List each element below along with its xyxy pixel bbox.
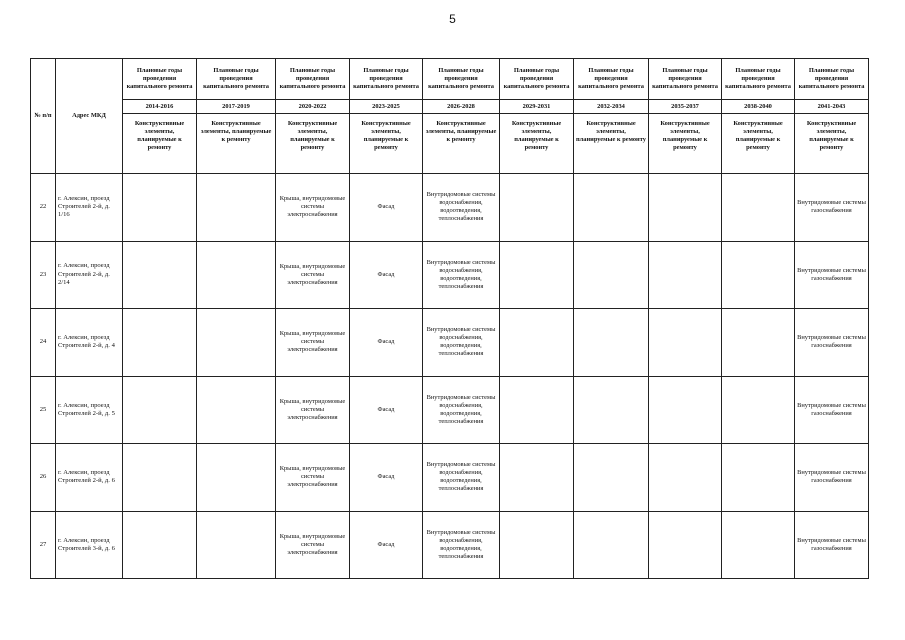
column-header-elements: Конструктивные элементы, планируемые к ремонту: [795, 114, 869, 174]
work-cell: [123, 174, 197, 242]
column-header-period-title: Плановые годы проведения капитального ремонта: [649, 59, 722, 100]
work-cell: Фасад: [350, 174, 423, 242]
work-cell: [123, 444, 197, 512]
work-cell: [649, 444, 722, 512]
work-cell: [500, 174, 574, 242]
column-header-period-title: Плановые годы проведения капитального ремонта: [500, 59, 574, 100]
column-header-period-title: Плановые годы проведения капитального ремонта: [423, 59, 500, 100]
row-address: г. Алексин, проезд Строителей 3-й, д. 6: [56, 511, 123, 579]
column-header-address: Адрес МКД: [56, 59, 123, 174]
work-cell: Крыша, внутридомовые системы электроснабжения: [276, 174, 350, 242]
work-cell: [500, 444, 574, 512]
work-cell: Крыша, внутридомовые системы электроснабжения: [276, 309, 350, 377]
work-cell: [197, 309, 276, 377]
column-header-years: 2017-2019: [197, 100, 276, 114]
column-header-number: № п/п: [31, 59, 56, 174]
table-row: [31, 444, 869, 512]
row-number: 23: [31, 241, 56, 309]
column-header-elements: Конструктивные элементы, планируемые к ремонту: [500, 114, 574, 174]
work-cell: Внутридомовые системы газоснабжения: [795, 241, 869, 309]
row-number: 27: [31, 511, 56, 579]
column-header-elements: Конструктивные элементы, планируемые к ремонту: [350, 114, 423, 174]
row-address: г. Алексин, проезд Строителей 2-й, д. 5: [56, 376, 123, 444]
work-cell: [500, 511, 574, 579]
work-cell: Внутридомовые системы газоснабжения: [795, 174, 869, 242]
capital-repair-table: [30, 58, 869, 579]
column-header-elements: Конструктивные элементы, планируемые к ремонту: [197, 114, 276, 174]
column-header-elements: Конструктивные элементы, планируемые к ремонту: [649, 114, 722, 174]
work-cell: Внутридомовые системы газоснабжения: [795, 309, 869, 377]
work-cell: [649, 174, 722, 242]
header-title-row: [31, 59, 869, 100]
work-cell: Внутридомовые системы газоснабжения: [795, 376, 869, 444]
work-cell: [197, 174, 276, 242]
column-header-period-title: Плановые годы проведения капитального ремонта: [197, 59, 276, 100]
work-cell: Фасад: [350, 309, 423, 377]
column-header-period-title: Плановые годы проведения капитального ремонта: [574, 59, 649, 100]
page-number: 5: [449, 12, 456, 26]
column-header-period-title: Плановые годы проведения капитального ремонта: [350, 59, 423, 100]
work-cell: Крыша, внутридомовые системы электроснабжения: [276, 241, 350, 309]
work-cell: [574, 376, 649, 444]
work-cell: [574, 174, 649, 242]
work-cell: [649, 511, 722, 579]
work-cell: [500, 241, 574, 309]
table-row: [31, 511, 869, 579]
work-cell: [722, 376, 795, 444]
work-cell: Крыша, внутридомовые системы электроснабжения: [276, 511, 350, 579]
work-cell: Внутридомовые системы водоснабжения, водоотведения, теплоснабжения: [423, 241, 500, 309]
table-row: [31, 309, 869, 377]
column-header-elements: Конструктивные элементы, планируемые к ремонту: [722, 114, 795, 174]
table-body: [31, 174, 869, 579]
column-header-elements: Конструктивные элементы, планируемые к ремонту: [574, 114, 649, 174]
column-header-years: 2041-2043: [795, 100, 869, 114]
work-cell: Внутридомовые системы водоснабжения, водоотведения, теплоснабжения: [423, 511, 500, 579]
work-cell: [649, 309, 722, 377]
column-header-years: 2023-2025: [350, 100, 423, 114]
work-cell: [123, 511, 197, 579]
work-cell: Фасад: [350, 241, 423, 309]
work-cell: [722, 444, 795, 512]
work-cell: Внутридомовые системы водоснабжения, водоотведения, теплоснабжения: [423, 444, 500, 512]
work-cell: [197, 376, 276, 444]
work-cell: Внутридомовые системы водоснабжения, водоотведения, теплоснабжения: [423, 309, 500, 377]
table-row: [31, 376, 869, 444]
work-cell: [123, 376, 197, 444]
work-cell: Крыша, внутридомовые системы электроснабжения: [276, 444, 350, 512]
column-header-elements: Конструктивные элементы, планируемые к ремонту: [276, 114, 350, 174]
work-cell: Фасад: [350, 444, 423, 512]
work-cell: [574, 241, 649, 309]
work-cell: [197, 241, 276, 309]
column-header-years: 2038-2040: [722, 100, 795, 114]
column-header-years: 2035-2037: [649, 100, 722, 114]
work-cell: [197, 444, 276, 512]
work-cell: Крыша, внутридомовые системы электроснабжения: [276, 376, 350, 444]
header-years-row: [31, 100, 869, 114]
work-cell: Внутридомовые системы газоснабжения: [795, 444, 869, 512]
column-header-years: 2032-2034: [574, 100, 649, 114]
work-cell: Внутридомовые системы водоснабжения, водоотведения, теплоснабжения: [423, 376, 500, 444]
work-cell: [649, 241, 722, 309]
column-header-period-title: Плановые годы проведения капитального ремонта: [276, 59, 350, 100]
table-header: [31, 59, 869, 174]
work-cell: Внутридомовые системы газоснабжения: [795, 511, 869, 579]
row-number: 24: [31, 309, 56, 377]
row-number: 25: [31, 376, 56, 444]
work-cell: [722, 241, 795, 309]
work-cell: [574, 444, 649, 512]
work-cell: [500, 309, 574, 377]
column-header-years: 2026-2028: [423, 100, 500, 114]
work-cell: [123, 241, 197, 309]
work-cell: Внутридомовые системы водоснабжения, водоотведения, теплоснабжения: [423, 174, 500, 242]
row-address: г. Алексин, проезд Строителей 2-й, д. 2/14: [56, 241, 123, 309]
column-header-elements: Конструктивные элементы, планируемые к ремонту: [423, 114, 500, 174]
work-cell: Фасад: [350, 511, 423, 579]
header-sub-row: [31, 114, 869, 174]
work-cell: [197, 511, 276, 579]
work-cell: Фасад: [350, 376, 423, 444]
row-address: г. Алексин, проезд Строителей 2-й, д. 4: [56, 309, 123, 377]
column-header-years: 2020-2022: [276, 100, 350, 114]
row-address: г. Алексин, проезд Строителей 2-й, д. 6: [56, 444, 123, 512]
work-cell: [722, 309, 795, 377]
work-cell: [574, 309, 649, 377]
work-cell: [722, 174, 795, 242]
row-number: 26: [31, 444, 56, 512]
work-cell: [500, 376, 574, 444]
work-cell: [574, 511, 649, 579]
column-header-years: 2029-2031: [500, 100, 574, 114]
work-cell: [722, 511, 795, 579]
work-cell: [649, 376, 722, 444]
column-header-years: 2014-2016: [123, 100, 197, 114]
table-row: [31, 241, 869, 309]
column-header-period-title: Плановые годы проведения капитального ремонта: [123, 59, 197, 100]
column-header-elements: Конструктивные элементы, планируемые к ремонту: [123, 114, 197, 174]
table-row: [31, 174, 869, 242]
row-number: 22: [31, 174, 56, 242]
work-cell: [123, 309, 197, 377]
row-address: г. Алексин, проезд Строителей 2-й, д. 1/16: [56, 174, 123, 242]
column-header-period-title: Плановые годы проведения капитального ремонта: [722, 59, 795, 100]
column-header-period-title: Плановые годы проведения капитального ремонта: [795, 59, 869, 100]
